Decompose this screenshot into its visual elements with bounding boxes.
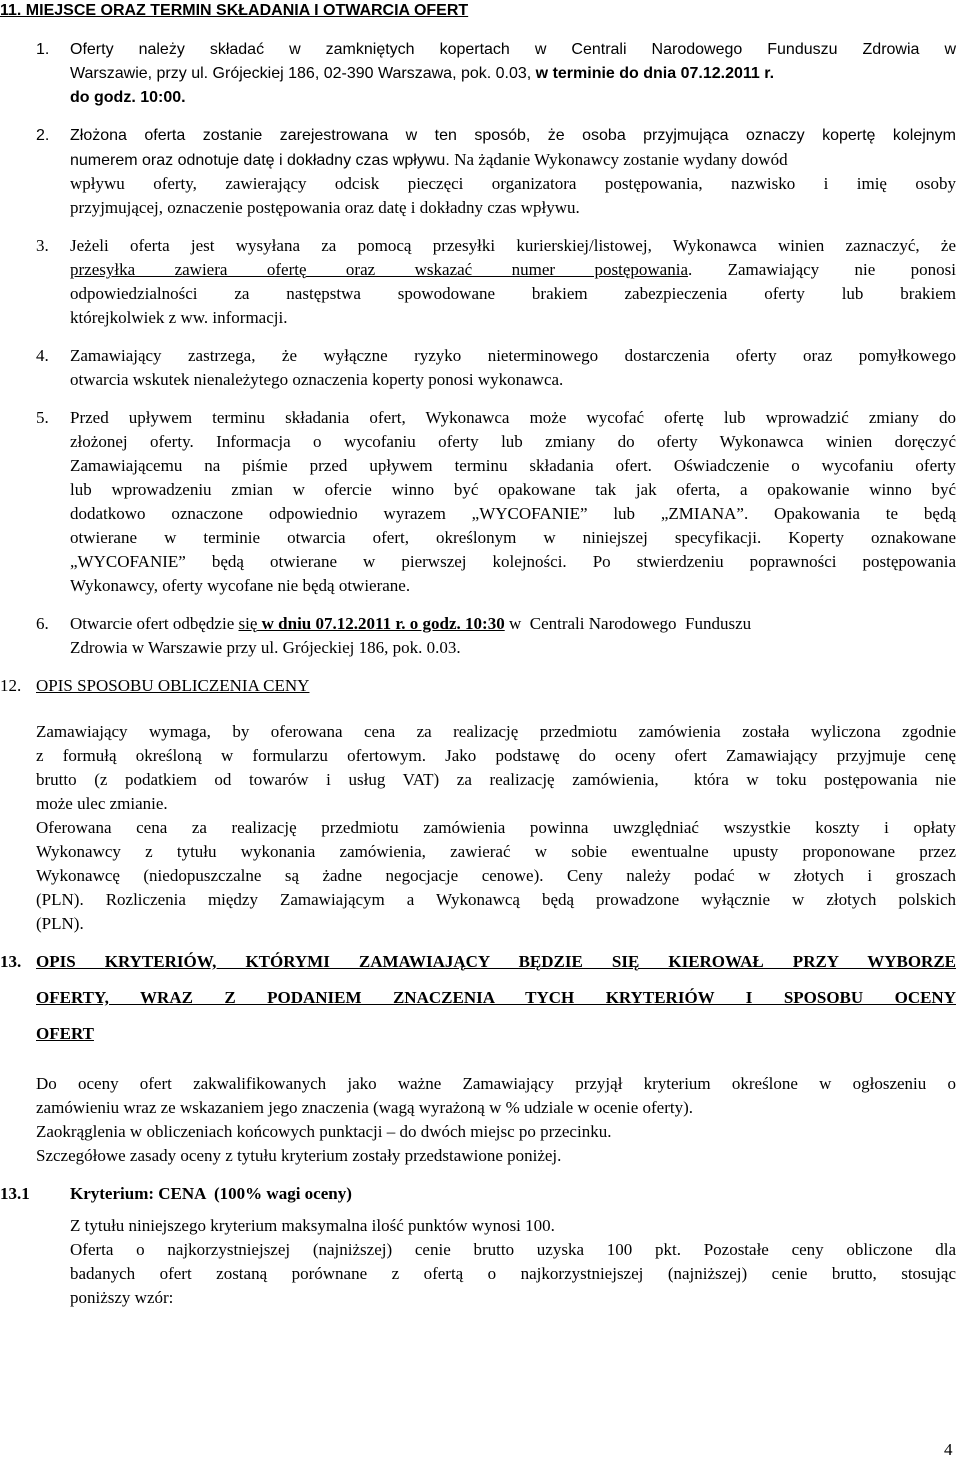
subsection-number: 13.1	[0, 1184, 30, 1203]
subsection-line: badanych ofert zostaną porównane z ofertą o najkorzystniejszej (najniższej) cenie brutto, stosując	[70, 1264, 956, 1283]
section-12-number: 12.	[0, 676, 22, 695]
section-13-title-line: OFERTY, WRAZ Z PODANIEM ZNACZENIA TYCH KRYTERIÓW I SPOSOBU OCENY	[36, 988, 956, 1007]
item-3-line: którejkolwiek z ww. informacji.	[70, 308, 288, 327]
item-5-line: otwierane w terminie otwarcia ofert, określonym w niniejszej specyfikacji. Koperty oznakowane	[70, 528, 956, 547]
item-3-line: Jeżeli oferta jest wysyłana za pomocą przesyłki kurierskiej/listowej, Wykonawca winien zaznaczyć, że	[70, 236, 956, 255]
text-run: . Zamawiający nie ponosi	[688, 260, 956, 279]
section-13-line: zamówieniu wraz ze wskazaniem jego znaczenia (wagą wyrażoną w % udziale w ocenie oferty).	[36, 1098, 693, 1117]
item-5-line: lub wprowadzeniu zmian w ofercie winno być opakowane tak jak oferta, a opakowanie winno być	[70, 480, 956, 499]
subsection-line: Z tytułu niniejszego kryterium maksymalna ilość punktów wynosi 100.	[70, 1216, 555, 1235]
item-5-line: złożonej oferty. Informacja o wycofaniu oferty lub zmiany do oferty Wykonawca winien doręczyć	[70, 432, 956, 451]
text-run: w Centrali Narodowego Funduszu	[504, 614, 752, 633]
subsection-line: poniższy wzór:	[70, 1288, 174, 1307]
page-number: 4	[944, 1440, 953, 1459]
item-number: 5.	[36, 408, 49, 427]
section-13-title-line: OPIS KRYTERIÓW, KTÓRYMI ZAMAWIAJĄCY BĘDZIE SIĘ KIEROWAŁ PRZY WYBORZE	[36, 952, 956, 971]
section-13-line: Szczegółowe zasady oceny z tytułu kryterium zostały przedstawione poniżej.	[36, 1146, 562, 1165]
section-12-line: Wykonawcy z tytułu wykonania zamówienia, zawierać w sobie ewentualne upusty proponowane przez	[36, 842, 956, 861]
item-number: 6.	[36, 614, 49, 633]
item-5-line: dodatkowo oznaczone odpowiednio wyrazem „WYCOFANIE” lub „ZMIANA”. Opakowania te będą	[70, 504, 956, 523]
subsection-line: Oferta o najkorzystniejszej (najniższej) cenie brutto uzyska 100 pkt. Pozostałe ceny obliczone dla	[70, 1240, 956, 1259]
item-4-line: otwarcia wskutek nienależytego oznaczenia koperty ponosi wykonawca.	[70, 370, 564, 389]
text-run: przesyłka zawiera ofertę oraz wskazać numer postępowania	[70, 260, 688, 279]
item-5-line: Zamawiającemu na piśmie przed upływem terminu składania ofert. Oświadczenie o wycofaniu oferty	[70, 456, 956, 475]
item-number: 3.	[36, 236, 49, 255]
item-number: 4.	[36, 346, 49, 365]
item-2-line: wpływu oferty, zawierający odcisk pieczęci organizatora postępowania, nazwisko i imię osoby	[70, 174, 956, 193]
deadline-date: w terminie do dnia 07.12.2011 r.	[535, 65, 775, 82]
item-4-line: Zamawiający zastrzega, że wyłączne ryzyko nieterminowego dostarczenia oferty oraz pomyłkowego	[70, 346, 956, 365]
item-6-line	[70, 612, 956, 636]
item-2-line: Złożona oferta zostanie zarejestrowana w ten sposób, że osoba przyjmująca oznaczy kopertę kolejnym	[70, 127, 956, 144]
item-number: 1.	[36, 41, 50, 58]
section-12-line: (PLN). Rozliczenia między Zamawiającym a Wykonawcą będą prowadzone wyłącznie w złotych polskich	[36, 890, 956, 909]
item-1-line	[70, 62, 774, 86]
text-run: Warszawie, przy ul. Grójeckiej 186, 02-390 Warszawa, pok. 0.03,	[70, 65, 536, 82]
section-11-title: 11. MIEJSCE ORAZ TERMIN SKŁADANIA I OTWARCIA OFERT	[0, 2, 469, 19]
section-13-number: 13.	[0, 952, 22, 971]
item-5-line: „WYCOFANIE” będą otwierane w pierwszej kolejności. Po stwierdzeniu poprawności postępowania	[70, 552, 956, 571]
section-12-line: (PLN).	[36, 914, 84, 933]
subsection-title: Kryterium: CENA (100% wagi oceny)	[70, 1184, 352, 1203]
item-2-line	[70, 148, 788, 173]
item-1-line: Oferty należy składać w zamkniętych kopertach w Centrali Narodowego Funduszu Zdrowia w	[70, 41, 956, 58]
section-12-line: może ulec zmianie.	[36, 794, 168, 813]
section-12-line: Zamawiający wymaga, by oferowana cena za realizację przedmiotu zamówienia została wyliczona zgodnie	[36, 722, 956, 741]
item-number: 2.	[36, 127, 50, 144]
section-12-line: brutto (z podatkiem od towarów i usług VAT) za realizację zamówienia, która w toku postępowania nie	[36, 770, 956, 789]
section-12-line: z formułą określoną w formularzu ofertowym. Jako podstawę do oceny ofert Zamawiający przyjmuje cenę	[36, 746, 956, 765]
section-12-title: OPIS SPOSOBU OBLICZENIA CENY	[36, 676, 310, 695]
item-5-line: Przed upływem terminu składania ofert, Wykonawca może wycofać ofertę lub wprowadzić zmiany do	[70, 408, 956, 427]
section-13-line: Do oceny ofert zakwalifikowanych jako ważne Zamawiający przyjął kryterium określone w ogłoszeniu o	[36, 1074, 956, 1093]
item-3-line: odpowiedzialności za następstwa spowodowane brakiem zabezpieczenia oferty lub brakiem	[70, 284, 956, 303]
section-12-line: Oferowana cena za realizację przedmiotu zamówienia powinna uwzględniać wszystkie koszty i opłaty	[36, 818, 956, 837]
item-2-line: przyjmującej, oznaczenie postępowania oraz datę i dokładny czas wpływu.	[70, 198, 580, 217]
text-run: numerem oraz odnotuje datę i dokładny czas wpływu.	[70, 152, 455, 169]
text-run: się	[238, 614, 258, 633]
deadline-time: do godz. 10:00.	[70, 89, 186, 106]
item-5-line: Wykonawcy, oferty wycofane nie będą otwierane.	[70, 576, 411, 595]
text-run: Otwarcie ofert odbędzie	[70, 614, 239, 633]
text-run: Na żądanie Wykonawcy zostanie wydany dowód	[454, 150, 788, 169]
item-6-line: Zdrowia w Warszawie przy ul. Grójeckiej 186, pok. 0.03.	[70, 638, 461, 657]
item-3-line	[70, 258, 956, 282]
section-13-title-line: OFERT	[36, 1024, 94, 1043]
section-13-line: Zaokrąglenia w obliczeniach końcowych punktacji – do dwóch miejsc po przecinku.	[36, 1122, 612, 1141]
section-12-line: Wykonawcę (niedopuszczalne są żadne negocjacje cenowe). Ceny należy podać w złotych i groszach	[36, 866, 956, 885]
opening-date: w dniu 07.12.2011 r. o godz. 10:30	[257, 614, 505, 633]
